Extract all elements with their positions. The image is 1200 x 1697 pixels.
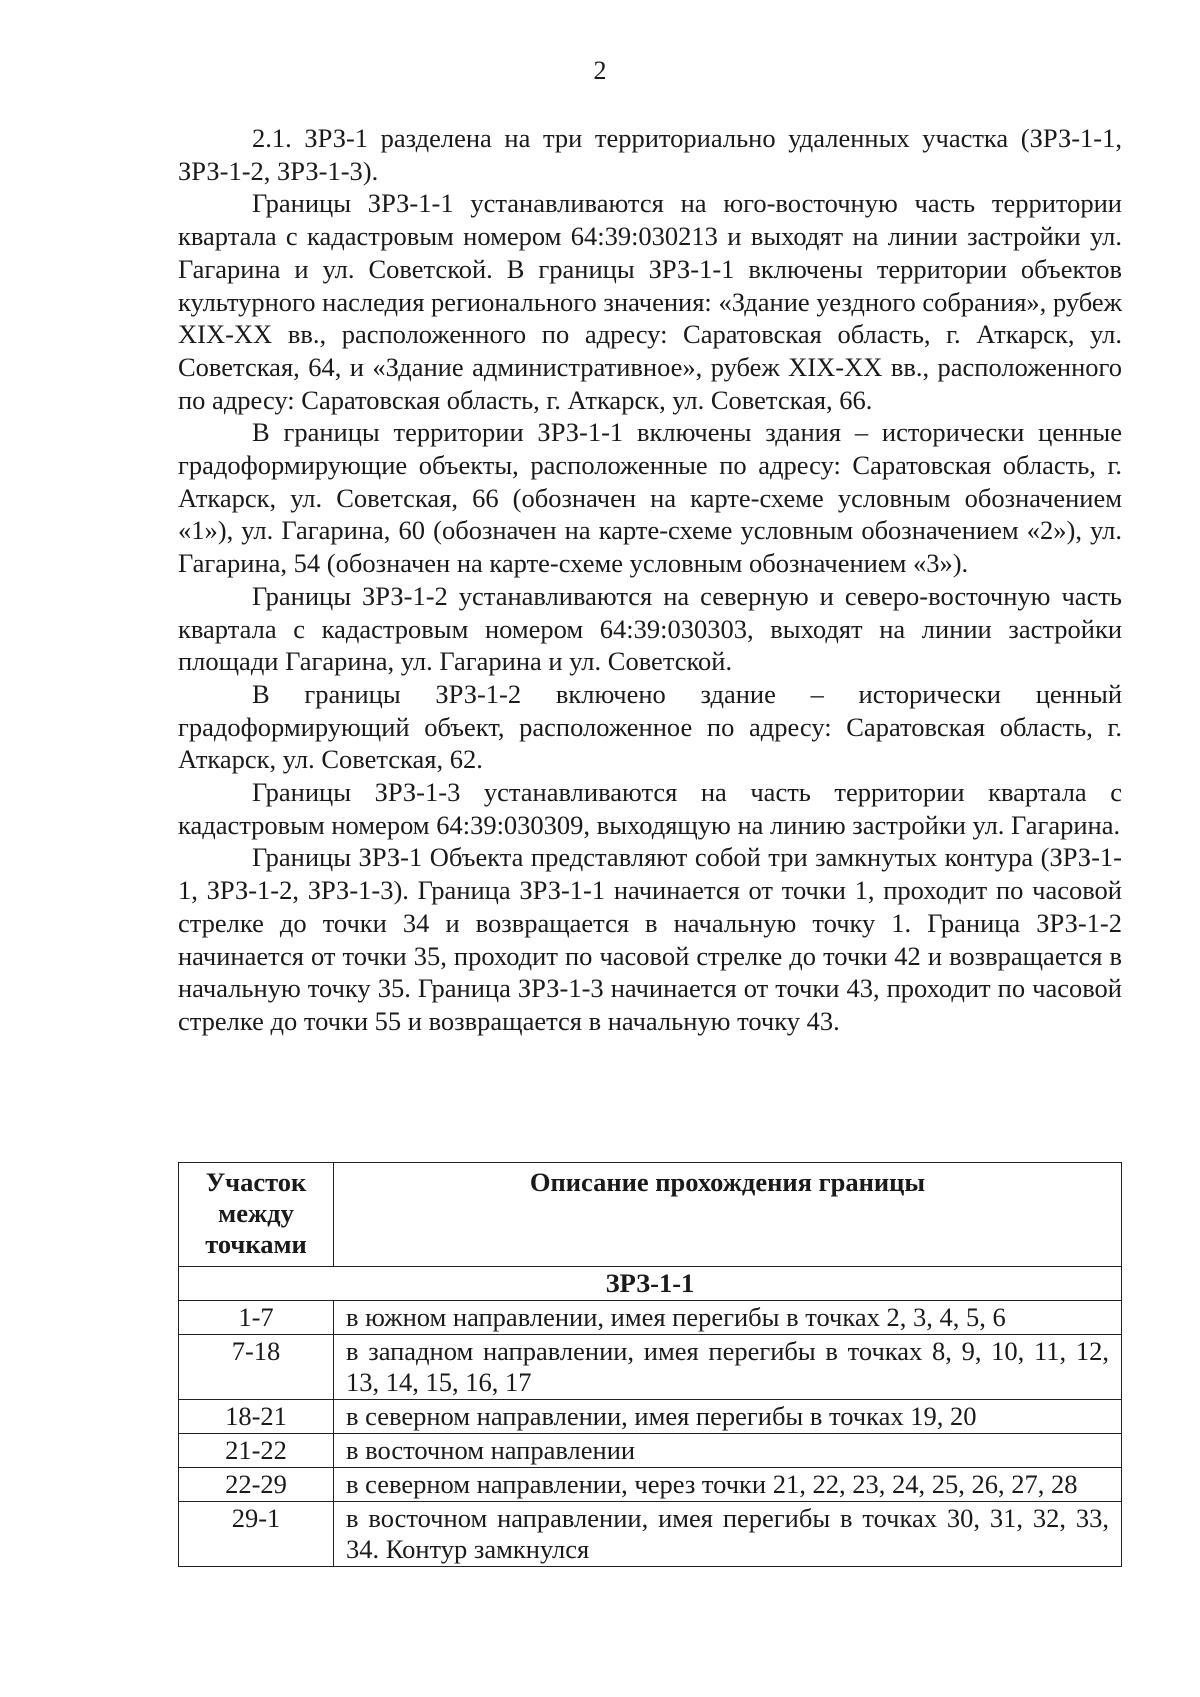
table-header-row <box>179 1163 1122 1267</box>
description-cell: в восточном направлении <box>334 1434 1122 1468</box>
segment-cell: 7-18 <box>179 1335 334 1400</box>
segment-cell: 18-21 <box>179 1400 334 1434</box>
table-row <box>179 1400 1122 1434</box>
boundary-table <box>178 1162 1122 1567</box>
table-row <box>179 1301 1122 1335</box>
description-cell: в восточном направлении, имея перегибы в точках 30, 31, 32, 33, 34. Контур замкнулся <box>334 1502 1122 1567</box>
segment-cell: 29-1 <box>179 1502 334 1567</box>
segment-cell: 22-29 <box>179 1468 334 1502</box>
table-row <box>179 1335 1122 1400</box>
header-description: Описание прохождения границы <box>334 1163 1122 1267</box>
table-row <box>179 1468 1122 1502</box>
table-section-row <box>179 1267 1122 1301</box>
description-cell: в южном направлении, имея перегибы в точках 2, 3, 4, 5, 6 <box>334 1301 1122 1335</box>
segment-cell: 21-22 <box>179 1434 334 1468</box>
page-number: 2 <box>593 56 607 85</box>
document-body <box>178 122 1122 1038</box>
paragraph-contours: Границы ЗРЗ-1 Объекта представляют собой три замкнутых контура (ЗРЗ-1-1, ЗРЗ-1-2, ЗРЗ-1-3). Граница ЗРЗ-1-1 начинается от точки 1, проходит по часовой стрелке до точки 34 и возвращается в начальную точку 1. Граница ЗРЗ-1-2 начинается от точки 35, проходит по часовой стрелке до точки 42 и возвращается в начальную точку 35. Граница ЗРЗ-1-3 начинается от точки 43, проходит по часовой стрелке до точки 55 и возвращается в начальную точку 43. <box>178 842 1122 1036</box>
header-segment: Участок между точками <box>179 1163 334 1267</box>
paragraph-zrz-1-2-boundaries: Границы ЗРЗ-1-2 устанавливаются на северную и северо-восточную часть квартала с кадастровым номером 64:39:030303, выходят на линии застройки площади Гагарина, ул. Гагарина и ул. Советской. <box>178 580 1122 677</box>
paragraph-zrz-1-3-boundaries: Границы ЗРЗ-1-3 устанавливаются на часть территории квартала с кадастровым номером 64:39:030309, выходящую на линию застройки ул. Гагарина. <box>178 777 1122 840</box>
segment-cell: 1-7 <box>179 1301 334 1335</box>
table-row <box>179 1434 1122 1468</box>
paragraph-intro: 2.1. ЗРЗ-1 разделена на три территориально удаленных участка (ЗРЗ-1-1, ЗРЗ-1-2, ЗРЗ-1-3). <box>178 123 1122 186</box>
paragraph-zrz-1-2-buildings: В границы ЗРЗ-1-2 включено здание – исторически ценный градоформирующий объект, расположенное по адресу: Саратовская область, г. Аткарск, ул. Советская, 62. <box>178 678 1122 775</box>
description-cell: в западном направлении, имея перегибы в точках 8, 9, 10, 11, 12, 13, 14, 15, 16, 17 <box>334 1335 1122 1400</box>
paragraph-zrz-1-1-buildings: В границы территории ЗРЗ-1-1 включены здания – исторически ценные градоформирующие объекты, расположенные по адресу: Саратовская область, г. Аткарск, ул. Советская, 66 (обозначен на карте-схеме условным обозначением «1»), ул. Гагарина, 60 (обозначен на карте-схеме условным обозначением «2»), ул. Гагарина, 54 (обозначен на карте-схеме условным обозначением «3»). <box>178 417 1122 579</box>
table-row <box>179 1502 1122 1567</box>
paragraph-zrz-1-1-boundaries: Границы ЗРЗ-1-1 устанавливаются на юго-восточную часть территории квартала с кадастровым номером 64:39:030213 и выходят на линии застройки ул. Гагарина и ул. Советской. В границы ЗРЗ-1-1 включены территории объектов культурного наследия регионального значения: «Здание уездного собрания», рубеж XIX-XX вв., расположенного по адресу: Саратовская область, г. Аткарск, ул. Советская, 64, и «Здание административное», рубеж XIX-XX вв., расположенного по адресу: Саратовская область, г. Аткарск, ул. Советская, 66. <box>178 188 1122 415</box>
description-cell: в северном направлении, имея перегибы в точках 19, 20 <box>334 1400 1122 1434</box>
description-cell: в северном направлении, через точки 21, 22, 23, 24, 25, 26, 27, 28 <box>334 1468 1122 1502</box>
section-title: ЗРЗ-1-1 <box>179 1267 1122 1301</box>
